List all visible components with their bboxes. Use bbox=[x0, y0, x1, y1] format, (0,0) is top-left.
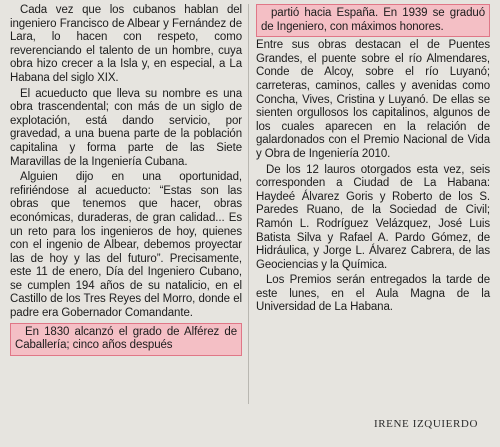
author-byline: IRENE IZQUIERDO bbox=[373, 418, 478, 430]
right-column bbox=[256, 4, 490, 317]
paragraph-ceremony: Los Premios serán entregados la tarde de este lunes, en el Aula Magna de la Universidad de La Habana. bbox=[256, 274, 490, 314]
left-column bbox=[10, 4, 242, 358]
paragraph-works: Entre sus obras destacan el de Puentes Grandes, el puente sobre el río Almendares, Conde de Alcoy, sobre el río Luyanó; carreteras, caminos, calles y avenidas como Concha, Vives, Cristina y Luyanó. De ellas se sienten orgullosos los capitalinos, algunos de los cuales aparecen en la relación de galardonados con el Premio Nacional de Vida y Obra de Ingeniería 2010. bbox=[256, 39, 490, 160]
column-divider bbox=[248, 4, 249, 404]
paragraph-quote: Alguien dijo en una oportunidad, refiriéndose al acueducto: “Estas son las obras que tenemos que hacer, obras económicas, duraderas, de gran calidad... Es un reto para los ingenieros de hoy, quienes con el ingenio de Albear, debemos proyectar las de hoy y las del futuro”. Precisamente, este 11 de enero, Día del Ingeniero Cubano, se cumplen 194 años de su natalicio, en el Castillo de los Tres Reyes del Morro, donde el padre era Gobernador Comandante. bbox=[10, 171, 242, 320]
highlighted-passage-right: partió hacia España. En 1939 se graduó de Ingeniero, con máximos honores. bbox=[256, 4, 490, 37]
paragraph-intro: Cada vez que los cubanos hablan del ingeniero Francisco de Albear y Fernández de Lara, lo hacen con respeto, como reverenciando el talento de un hombre, cuya obra hizo crecer a la Isla y, en especial, a La Habana del siglo XIX. bbox=[10, 4, 242, 84]
paragraph-aqueduct: El acueducto que lleva su nombre es una obra trascendental; con más de un siglo de explotación, está dando servicio, por gravedad, a una buena parte de la población capitalina y forma parte de las Siete Maravillas de la Ingeniería Cubana. bbox=[10, 87, 242, 168]
highlighted-passage-left: En 1830 alcanzó el grado de Alférez de Caballería; cinco años después bbox=[10, 323, 242, 356]
paragraph-awards: De los 12 lauros otorgados esta vez, seis corresponden a Ciudad de La Habana: Haydeé Álvarez Goris y Roberto de los S. Paredes Ruano, de la Sociedad de Civil; Ramón L. Rodríguez Velázquez, José Luis Batista Silva y Rafael A. Pardo Gómez, de Hidráulica, y Jorge L. Álvarez Cabrera, de las Geociencias y la Química. bbox=[256, 163, 490, 271]
